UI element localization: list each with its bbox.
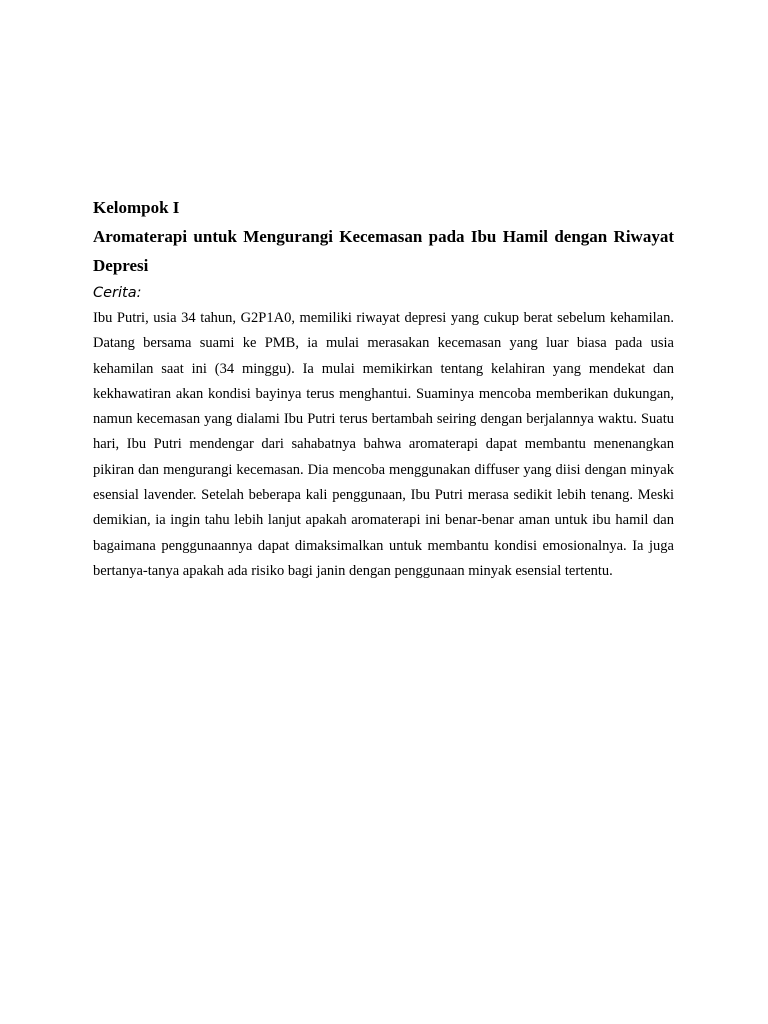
- document-content: [93, 194, 674, 584]
- story-paragraph: Ibu Putri, usia 34 tahun, G2P1A0, memiliki riwayat depresi yang cukup berat sebelum kehamilan. Datang bersama suami ke PMB, ia mulai merasakan kecemasan yang luar biasa pada usia kehamilan saat ini (34 minggu). Ia mulai memikirkan tentang kelahiran yang mendekat dan kekhawatiran akan kondisi bayinya terus menghantui. Suaminya mencoba memberikan dukungan, namun kecemasan yang dialami Ibu Putri terus bertambah seiring dengan berjalannya waktu. Suatu hari, Ibu Putri mendengar dari sahabatnya bahwa aromaterapi dapat membantu menenangkan pikiran dan mengurangi kecemasan. Dia mencoba menggunakan diffuser yang diisi dengan minyak esensial lavender. Setelah beberapa kali penggunaan, Ibu Putri merasa sedikit lebih tenang. Meski demikian, ia ingin tahu lebih lanjut apakah aromaterapi ini benar-benar aman untuk ibu hamil dan bagaimana penggunaannya dapat dimaksimalkan untuk membantu kondisi emosionalnya. Ia juga bertanya-tanya apakah ada risiko bagi janin dengan penggunaan minyak esensial tertentu.: [93, 310, 674, 579]
- story-label: Cerita:: [93, 285, 142, 301]
- group-heading: Kelompok I: [93, 198, 180, 217]
- document-title: Aromaterapi untuk Mengurangi Kecemasan pada Ibu Hamil dengan Riwayat Depresi: [93, 227, 674, 275]
